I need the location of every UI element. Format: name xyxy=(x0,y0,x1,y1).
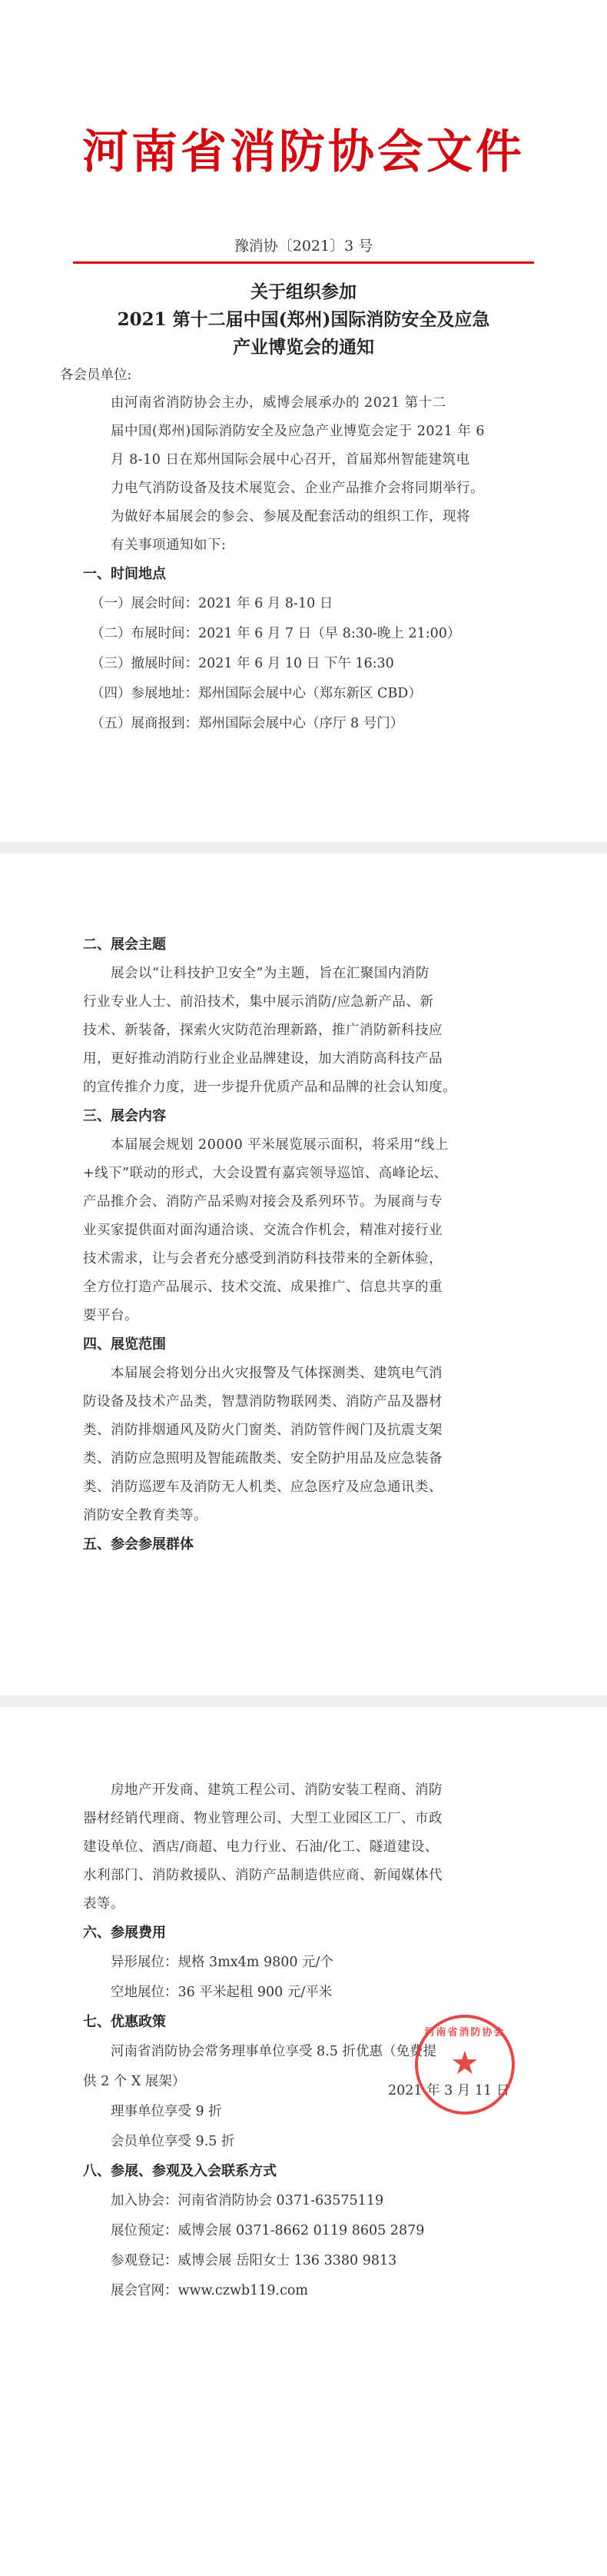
section-heading: 二、展会主题 xyxy=(83,937,166,953)
fee-item: 异形展位：规格 3mx4m 9800 元/个 xyxy=(111,1955,333,1970)
text-line: 本届展会规划 20000 平米展览展示面积，将采用“线上 xyxy=(111,1137,449,1153)
section-heading: 一、时间地点 xyxy=(83,566,166,582)
star-icon: ★ xyxy=(450,2044,479,2082)
text-line: 器材经销代理商、物业管理公司、大型工业园区工厂、市政 xyxy=(83,1811,443,1826)
schedule-item: （五）展商报到：郑州国际会展中心（序厅 8 号门） xyxy=(91,716,404,731)
scope-paragraph xyxy=(83,1360,525,1530)
document-number: 豫消协〔2021〕3 号 xyxy=(234,238,373,255)
discount-item: 会员单位享受 9.5 折 xyxy=(111,2134,235,2149)
official-seal-icon xyxy=(415,2015,515,2115)
theme-paragraph xyxy=(83,960,525,1102)
text-line: 的宣传推介力度，进一步提升优质产品和品牌的社会认知度。 xyxy=(83,1080,456,1095)
text-line: 水利部门、消防救援队、消防产品制造供应商、新闻媒体代 xyxy=(83,1868,443,1883)
notice-title-line: 2021 第十二届中国(郑州)国际消防安全及应急 xyxy=(117,309,490,330)
text-line: 有关事项通知如下: xyxy=(111,537,227,553)
contact-item: 展会官网：www.czwb119.com xyxy=(111,2283,309,2298)
text-line: 要平台。 xyxy=(83,1308,138,1323)
notice-title xyxy=(0,278,607,361)
text-line: 月 8-10 日在郑州国际会展中心召开，首届郑州智能建筑电 xyxy=(111,452,470,468)
seal-label: 河南省消防协会 xyxy=(424,2027,506,2039)
document-page-3 xyxy=(0,1707,607,2576)
text-line: 本届展会将划分出火灾报警及气体探测类、建筑电气消 xyxy=(111,1366,443,1381)
text-line: 建设单位、酒店/商超、电力行业、石油/化工、隧道建设、 xyxy=(83,1839,439,1855)
text-line: 类、消防应急照明及智能疏散类、安全防护用品及应急装备 xyxy=(83,1451,443,1466)
discount-item: 供 2 个 X 展架） xyxy=(83,2074,186,2089)
schedule-item: （一）展会时间：2021 年 6 月 8-10 日 xyxy=(91,596,333,611)
text-line: 表等。 xyxy=(83,1896,124,1912)
contact-item: 展位预定：威博会展 0371-8662 0119 8605 2879 xyxy=(111,2223,425,2238)
schedule-item: （二）布展时间：2021 年 6 月 7 日（早 8:30-晚上 21:00） xyxy=(91,626,461,641)
text-line: 技术需求，让与会者充分感受到消防科技带来的全新体验， xyxy=(83,1251,443,1266)
fee-item: 空地展位：36 平米起租 900 元/平米 xyxy=(111,1985,333,2000)
notice-title-line: 产业博览会的通知 xyxy=(233,337,374,358)
text-line: 房地产开发商、建筑工程公司、消防安装工程商、消防 xyxy=(111,1782,443,1798)
text-line: 用，更好推动消防行业企业品牌建设，加大消防高科技产品 xyxy=(83,1051,443,1067)
document-date: 2021 年 3 月 11 日 xyxy=(388,2083,510,2098)
text-line: 防设备及技术产品类，智慧消防物联网类、消防产品及器材 xyxy=(83,1394,443,1409)
intro-paragraph xyxy=(83,389,525,560)
discount-item: 理事单位享受 9 折 xyxy=(111,2104,222,2119)
text-line: 类、消防排烟通风及防火门窗类、消防管件阀门及抗震支架 xyxy=(83,1423,443,1438)
text-line: 类、消防巡逻车及消防无人机类、应急医疗及应急通讯类、 xyxy=(83,1479,443,1495)
text-line: 行业专业人士、前沿技术，集中展示消防/应急新产品、新 xyxy=(83,994,434,1010)
section-heading: 七、优惠政策 xyxy=(83,2014,166,2030)
text-line: 全方位打造产品展示、技术交流、成果推广、信息共享的重 xyxy=(83,1280,443,1295)
contact-item: 参观登记：威博会展 岳阳女士 136 3380 9813 xyxy=(111,2253,397,2268)
schedule-item: （四）参展地址：郑州国际会展中心（郑东新区 CBD） xyxy=(91,686,422,701)
discount-item: 河南省消防协会常务理事单位享受 8.5 折优惠（免费提 xyxy=(111,2044,436,2059)
intro-section xyxy=(60,361,525,739)
text-line: 业买家提供面对面沟通洽谈、交流合作机会，精准对接行业 xyxy=(83,1223,443,1238)
salutation: 各会员单位: xyxy=(60,368,132,383)
text-line: 为做好本届展会的参会、参展及配套活动的组织工作，现将 xyxy=(111,509,470,524)
text-line: 力电气消防设备及技术展览会、企业产品推介会将同期举行。 xyxy=(111,481,484,496)
text-line: 届中国(郑州)国际消防安全及应急产业博览会定于 2021 年 6 xyxy=(111,424,486,439)
text-line: 由河南省消防协会主办，威博会展承办的 2021 第十二 xyxy=(111,395,446,411)
section-heading: 六、参展费用 xyxy=(83,1925,166,1941)
document-header-title: 河南省消防协会文件 xyxy=(82,125,525,179)
main-content-section xyxy=(83,930,525,1559)
text-line: 消防安全教育类等。 xyxy=(83,1508,207,1523)
contact-item: 加入协会：河南省消防协会 0371-63575119 xyxy=(111,2193,384,2208)
content-paragraph xyxy=(83,1131,525,1330)
text-line: +线下”联动的形式，大会设置有嘉宾领导巡馆、高峰论坛、 xyxy=(83,1166,448,1181)
section-heading: 八、参展、参观及入会联系方式 xyxy=(83,2163,277,2179)
text-line: 产品推介会、消防产品采购对接会及系列环节。为展商与专 xyxy=(83,1194,443,1210)
schedule-item: （三）撤展时间：2021 年 6 月 10 日 下午 16:30 xyxy=(91,656,394,671)
section-heading: 五、参会参展群体 xyxy=(83,1536,194,1553)
text-line: 展会以“让科技护卫安全”为主题，旨在汇聚国内消防 xyxy=(111,966,430,981)
notice-title-line: 关于组织参加 xyxy=(250,281,357,302)
audience-paragraph xyxy=(83,1776,525,1919)
red-divider-line xyxy=(73,261,534,264)
text-line: 技术、新装备，探索火灾防范治理新路，推广消防新科技应 xyxy=(83,1023,443,1038)
section-heading: 三、展会内容 xyxy=(83,1108,166,1124)
document-page-1 xyxy=(0,0,607,842)
section-heading: 四、展览范围 xyxy=(83,1336,166,1353)
document-page-2 xyxy=(0,854,607,1696)
